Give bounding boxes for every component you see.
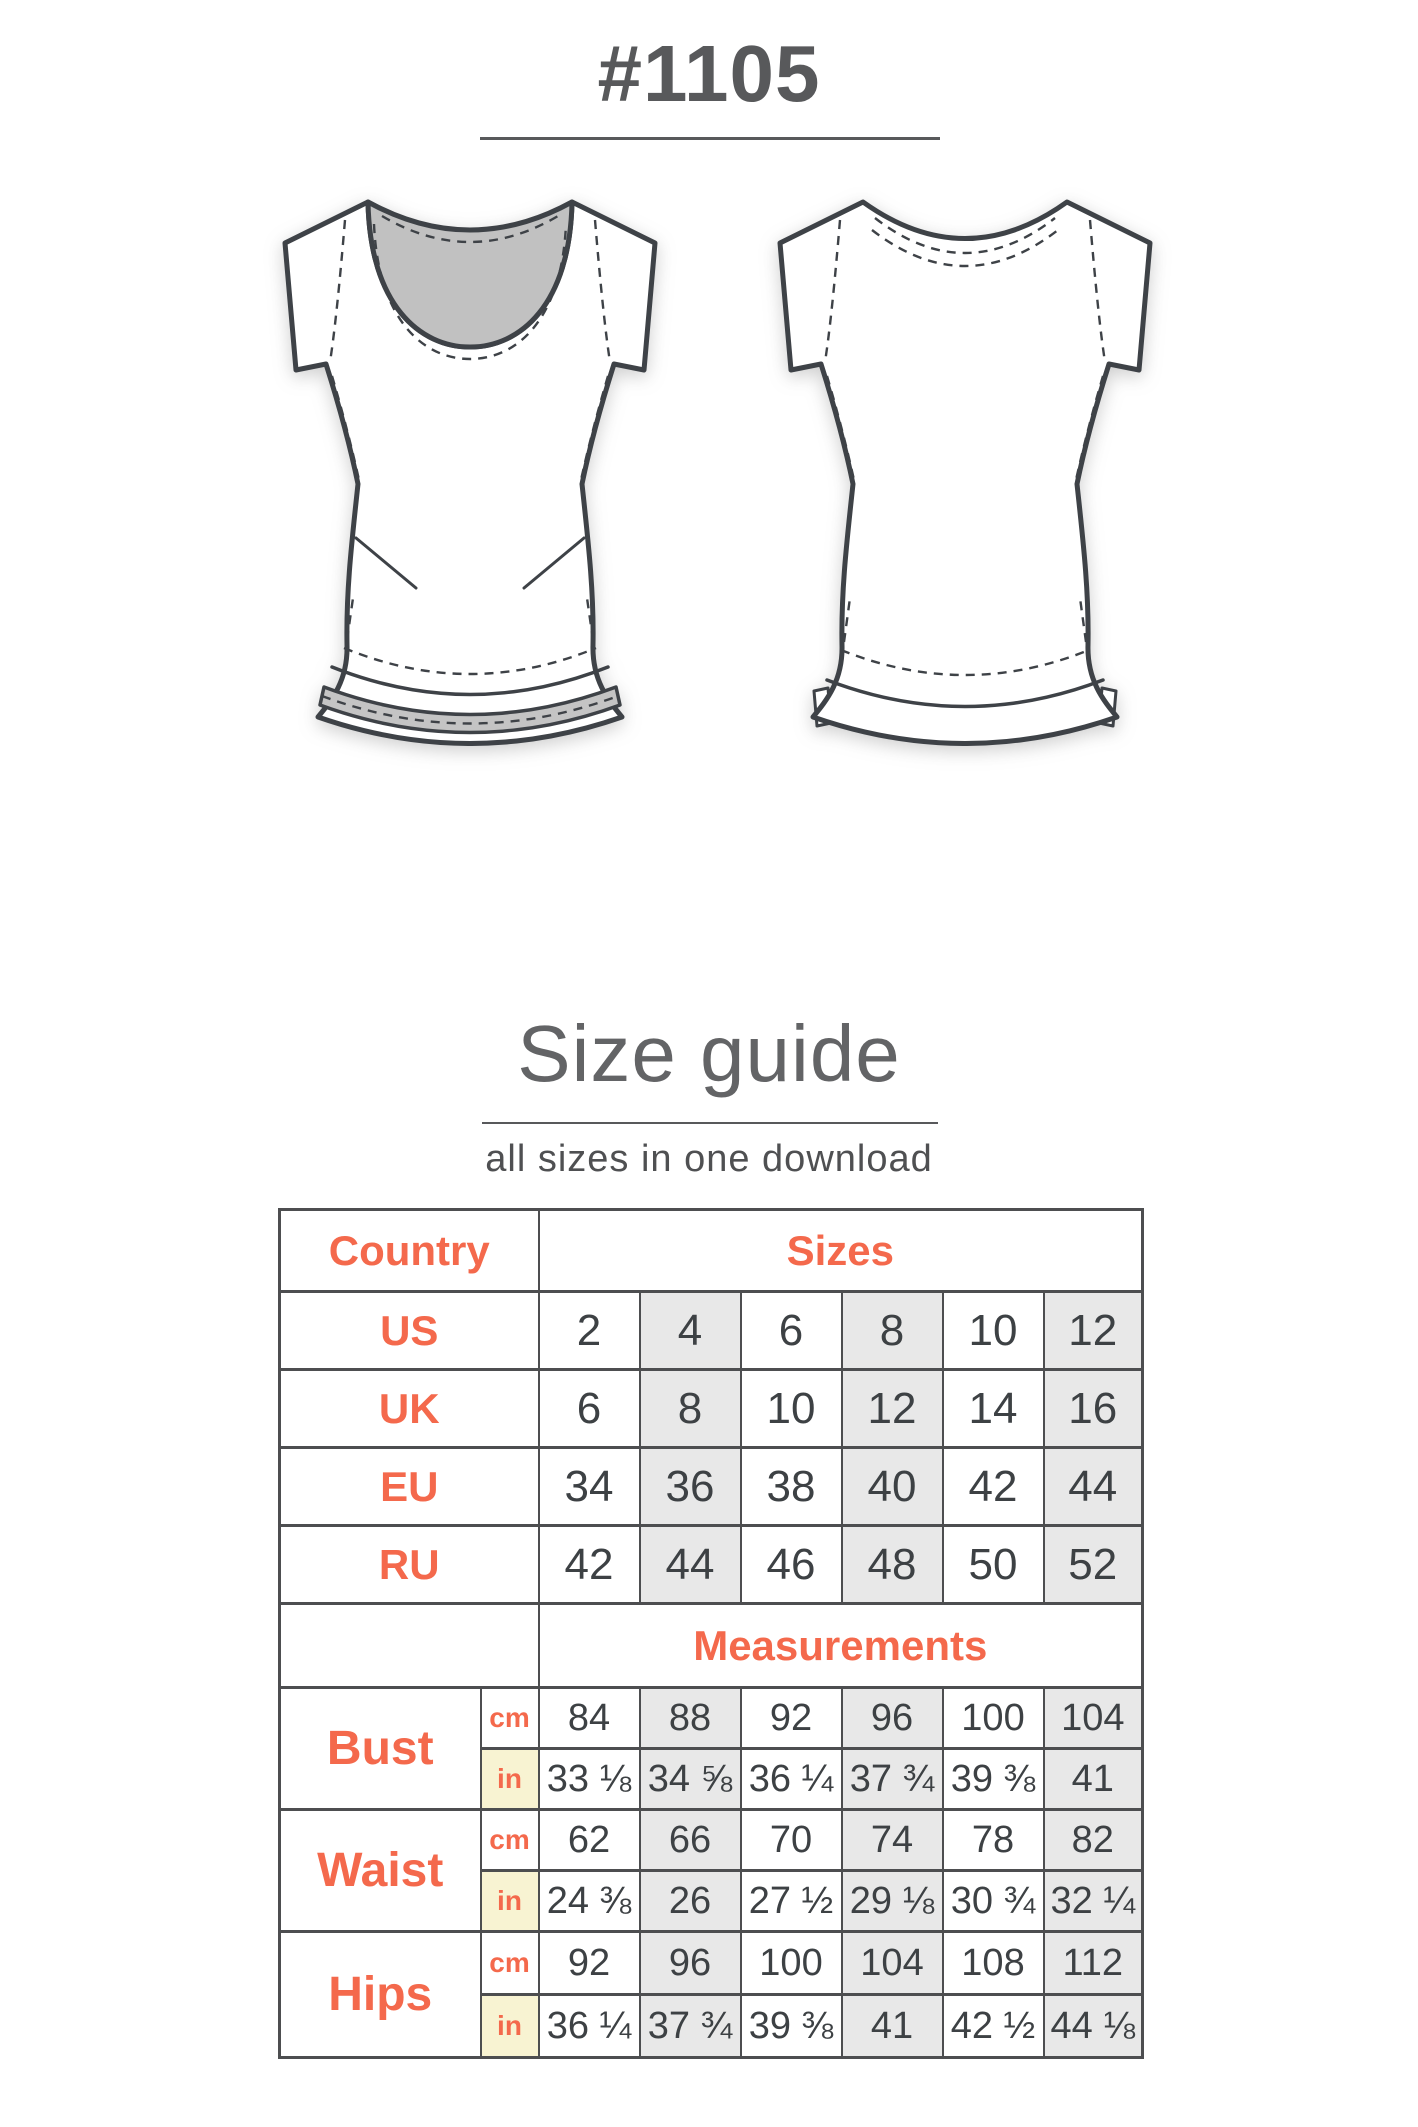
- size-cell: 52: [1044, 1526, 1143, 1604]
- measurement-cell: 84: [539, 1688, 640, 1749]
- measurements-header: Measurements: [539, 1604, 1143, 1688]
- size-cell: 6: [539, 1370, 640, 1448]
- measurement-cell: 44 ⅛: [1044, 1995, 1143, 2058]
- measurement-cell: 88: [640, 1688, 741, 1749]
- pattern-number: #1105: [597, 29, 821, 118]
- unit-label-cm: cm: [481, 1932, 539, 1995]
- measurement-cell: 92: [741, 1688, 842, 1749]
- table-header-row: [280, 1210, 1143, 1292]
- measurement-cell: 100: [943, 1688, 1044, 1749]
- measurements-header-row: [280, 1604, 1143, 1688]
- row-label-ru: RU: [280, 1526, 539, 1604]
- measurement-cell: 104: [1044, 1688, 1143, 1749]
- measurement-cell: 36 ¼: [741, 1749, 842, 1810]
- measurement-cell: 32 ¼: [1044, 1871, 1143, 1932]
- page-title-underline: [482, 1122, 938, 1124]
- dress-back-view: [780, 202, 1150, 744]
- size-cell: 8: [640, 1370, 741, 1448]
- size-cell: 8: [842, 1292, 943, 1370]
- measurement-cell: 62: [539, 1810, 640, 1871]
- unit-label-in: in: [481, 1871, 539, 1932]
- measurement-cell: 112: [1044, 1932, 1143, 1995]
- measurement-cell: 34 ⅝: [640, 1749, 741, 1810]
- row-label-bust: Bust: [280, 1688, 481, 1810]
- dress-front-view: [285, 202, 655, 744]
- measurement-cell: 24 ⅜: [539, 1871, 640, 1932]
- row-label-uk: UK: [280, 1370, 539, 1448]
- table-row-bust-cm: [280, 1688, 1143, 1749]
- measurement-cell: 26: [640, 1871, 741, 1932]
- measurement-cell: 30 ¾: [943, 1871, 1044, 1932]
- size-cell: 48: [842, 1526, 943, 1604]
- empty-cell: [280, 1604, 539, 1688]
- table-row-us: [280, 1292, 1143, 1370]
- measurement-cell: 78: [943, 1810, 1044, 1871]
- measurement-cell: 39 ⅜: [741, 1995, 842, 2058]
- measurement-cell: 41: [842, 1995, 943, 2058]
- unit-label-cm: cm: [481, 1810, 539, 1871]
- size-cell: 42: [539, 1526, 640, 1604]
- size-cell: 6: [741, 1292, 842, 1370]
- size-table: [278, 1208, 1144, 2059]
- unit-label-in: in: [481, 1749, 539, 1810]
- size-cell: 44: [1044, 1448, 1143, 1526]
- measurement-cell: 96: [640, 1932, 741, 1995]
- size-cell: 10: [741, 1370, 842, 1448]
- dress-illustration: [100, 140, 1300, 785]
- size-cell: 40: [842, 1448, 943, 1526]
- measurement-cell: 82: [1044, 1810, 1143, 1871]
- measurement-cell: 70: [741, 1810, 842, 1871]
- table-row-hips-cm: [280, 1932, 1143, 1995]
- size-cell: 4: [640, 1292, 741, 1370]
- row-label-eu: EU: [280, 1448, 539, 1526]
- table-row-eu: [280, 1448, 1143, 1526]
- sizes-header: Sizes: [539, 1210, 1143, 1292]
- unit-label-in: in: [481, 1995, 539, 2058]
- size-cell: 50: [943, 1526, 1044, 1604]
- measurement-cell: 108: [943, 1932, 1044, 1995]
- size-cell: 36: [640, 1448, 741, 1526]
- size-cell: 34: [539, 1448, 640, 1526]
- measurement-cell: 29 ⅛: [842, 1871, 943, 1932]
- size-cell: 2: [539, 1292, 640, 1370]
- country-header: Country: [280, 1210, 539, 1292]
- row-label-us: US: [280, 1292, 539, 1370]
- row-label-hips: Hips: [280, 1932, 481, 2058]
- measurement-cell: 33 ⅛: [539, 1749, 640, 1810]
- measurement-cell: 41: [1044, 1749, 1143, 1810]
- back-body-outline: [780, 202, 1150, 744]
- page-title: Size guide: [517, 1009, 901, 1098]
- measurement-cell: 100: [741, 1932, 842, 1995]
- table-row-waist-cm: [280, 1810, 1143, 1871]
- size-cell: 12: [1044, 1292, 1143, 1370]
- measurement-cell: 92: [539, 1932, 640, 1995]
- measurement-cell: 37 ¾: [842, 1749, 943, 1810]
- measurement-cell: 74: [842, 1810, 943, 1871]
- size-cell: 14: [943, 1370, 1044, 1448]
- page-subtitle: all sizes in one download: [485, 1138, 933, 1180]
- measurement-cell: 66: [640, 1810, 741, 1871]
- dress-technical-drawing: [100, 140, 1300, 785]
- measurement-cell: 39 ⅜: [943, 1749, 1044, 1810]
- size-cell: 44: [640, 1526, 741, 1604]
- measurement-cell: 37 ¾: [640, 1995, 741, 2058]
- measurement-cell: 27 ½: [741, 1871, 842, 1932]
- table-row-uk: [280, 1370, 1143, 1448]
- measurement-cell: 36 ¼: [539, 1995, 640, 2058]
- size-cell: 10: [943, 1292, 1044, 1370]
- size-cell: 12: [842, 1370, 943, 1448]
- unit-label-cm: cm: [481, 1688, 539, 1749]
- size-cell: 16: [1044, 1370, 1143, 1448]
- table-row-ru: [280, 1526, 1143, 1604]
- size-cell: 42: [943, 1448, 1044, 1526]
- size-cell: 46: [741, 1526, 842, 1604]
- size-cell: 38: [741, 1448, 842, 1526]
- measurement-cell: 42 ½: [943, 1995, 1044, 2058]
- row-label-waist: Waist: [280, 1810, 481, 1932]
- measurement-cell: 96: [842, 1688, 943, 1749]
- measurement-cell: 104: [842, 1932, 943, 1995]
